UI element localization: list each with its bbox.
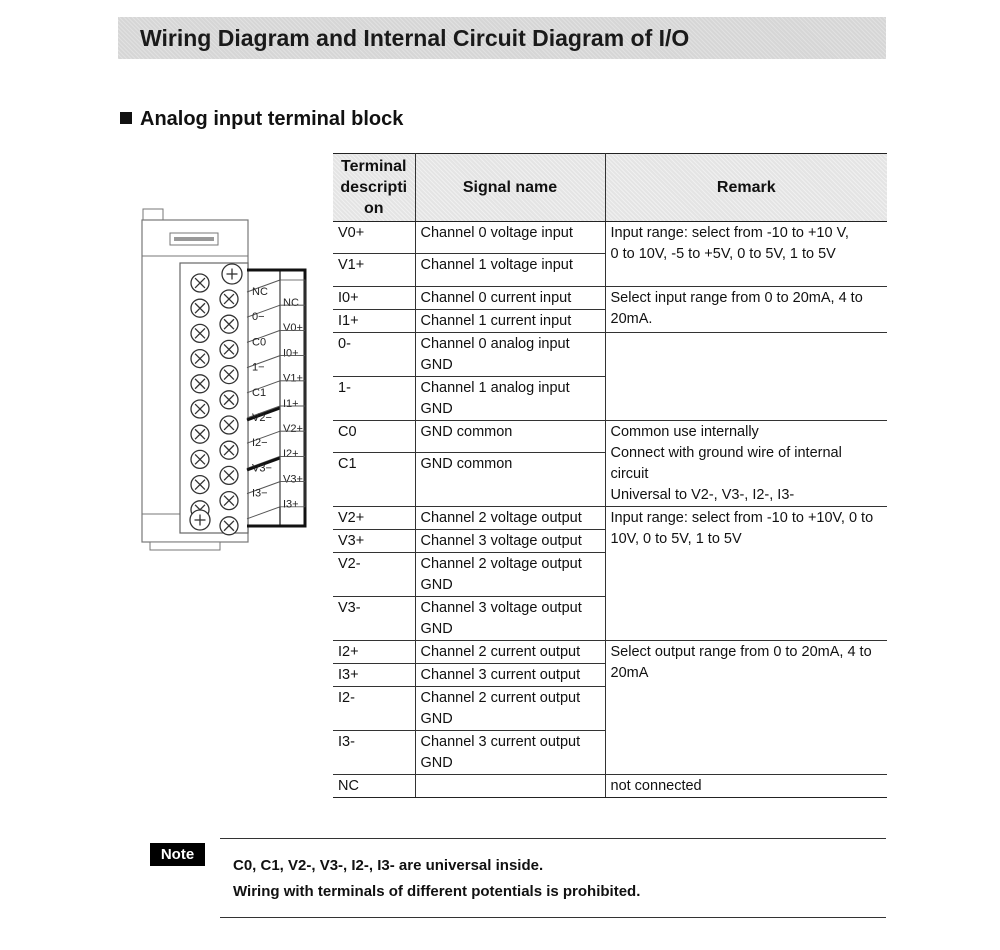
terminal-screw-icon xyxy=(191,476,209,494)
signal-cell: Channel 3 current output xyxy=(415,664,605,687)
remark-cell: not connected xyxy=(605,775,887,798)
terminal-cell: V1+ xyxy=(333,254,415,287)
terminal-cell: V3+ xyxy=(333,530,415,553)
table-row xyxy=(333,222,887,254)
terminal-label-right: I3+ xyxy=(283,498,299,511)
terminal-cell: C1 xyxy=(333,453,415,507)
terminal-cell: V2+ xyxy=(333,507,415,530)
signal-cell: Channel 3 voltage output GND xyxy=(415,597,605,641)
terminal-label-left: V3− xyxy=(252,462,272,475)
terminal-screw-icon xyxy=(220,416,238,434)
remark-cell: Common use internally Connect with ground wire of internal circuit Universal to V2-, V3-, I2-, I3- xyxy=(605,421,887,507)
terminal-label-left: C0 xyxy=(252,336,267,349)
terminal-screw-icon xyxy=(220,290,238,308)
terminal-screw-icon xyxy=(191,350,209,368)
terminal-screw-icon xyxy=(220,366,238,384)
module-foot xyxy=(150,542,220,550)
terminal-cell: I3- xyxy=(333,731,415,775)
signal-cell: GND common xyxy=(415,421,605,453)
terminal-screw-icon xyxy=(191,375,209,393)
signal-cell: Channel 2 voltage output GND xyxy=(415,553,605,597)
terminal-cell: C0 xyxy=(333,421,415,453)
terminal-cell: V3- xyxy=(333,597,415,641)
terminal-screw-icon xyxy=(191,299,209,317)
terminal-label-right: I2+ xyxy=(283,448,299,461)
module-top-tab xyxy=(143,209,163,221)
ground-screw-icon xyxy=(222,264,242,284)
terminal-cell: I2- xyxy=(333,687,415,731)
left-terminal-labels xyxy=(247,280,280,519)
terminal-cell: V2- xyxy=(333,553,415,597)
header-signal: Signal name xyxy=(415,154,605,222)
terminal-cell: V0+ xyxy=(333,222,415,254)
square-bullet-icon xyxy=(120,112,132,124)
terminal-label-left: 1− xyxy=(252,361,265,374)
remark-cell: Select input range from 0 to 20mA, 4 to 20mA. xyxy=(605,287,887,333)
terminal-block-diagram xyxy=(140,208,310,554)
signal-cell: Channel 2 current output GND xyxy=(415,687,605,731)
terminal-screw-icon xyxy=(220,492,238,510)
terminal-screw-icon xyxy=(220,391,238,409)
terminal-label-right: V2+ xyxy=(283,423,303,435)
terminal-screw-icon xyxy=(191,400,209,418)
signal-cell: Channel 0 current input xyxy=(415,287,605,310)
terminal-label-left: NC xyxy=(252,286,268,298)
terminal-cell: I2+ xyxy=(333,641,415,664)
terminal-label-left: 0− xyxy=(252,311,265,324)
signal-cell: Channel 0 voltage input xyxy=(415,222,605,254)
signal-cell: Channel 3 current output GND xyxy=(415,731,605,775)
terminal-label-right: V3+ xyxy=(283,473,303,486)
signal-cell: Channel 0 analog input GND xyxy=(415,333,605,377)
ground-screw-icon xyxy=(190,510,210,530)
table-row xyxy=(333,641,887,664)
signal-cell xyxy=(415,775,605,798)
terminal-label-right: NC xyxy=(283,297,299,309)
signal-cell: GND common xyxy=(415,453,605,507)
terminal-screw-icon xyxy=(220,315,238,333)
section-title: Analog input terminal block xyxy=(140,108,404,130)
remark-cell: Input range: select from -10 to +10V, 0 to 10V, 0 to 5V, 1 to 5V xyxy=(605,507,887,641)
terminal-screw-icon xyxy=(220,441,238,459)
terminal-screw-icon xyxy=(191,324,209,342)
header-terminal: Terminal descripti on xyxy=(333,154,415,222)
terminal-cell: 1- xyxy=(333,377,415,421)
table-row xyxy=(333,775,887,798)
signal-cell: Channel 1 voltage input xyxy=(415,254,605,287)
table-header-row xyxy=(333,154,887,222)
terminal-table xyxy=(333,153,887,798)
terminal-screw-icon xyxy=(191,450,209,468)
terminal-screw-icon xyxy=(191,274,209,292)
remark-cell: Select output range from 0 to 20mA, 4 to 20mA xyxy=(605,641,887,775)
note-box xyxy=(220,838,886,918)
terminal-screw-icon xyxy=(220,466,238,484)
terminal-cell: I1+ xyxy=(333,310,415,333)
terminal-label-left: V2− xyxy=(252,412,272,424)
terminal-screw-icon xyxy=(220,517,238,535)
signal-cell: Channel 2 voltage output xyxy=(415,507,605,530)
terminal-label-right: I0+ xyxy=(283,347,299,360)
table-row xyxy=(333,507,887,530)
signal-cell: Channel 2 current output xyxy=(415,641,605,664)
terminal-cell: I3+ xyxy=(333,664,415,687)
signal-cell: Channel 1 analog input GND xyxy=(415,377,605,421)
terminal-cell: I0+ xyxy=(333,287,415,310)
remark-cell: Input range: select from -10 to +10 V, 0 to 10V, -5 to +5V, 0 to 5V, 1 to 5V xyxy=(605,222,887,287)
note-line: C0, C1, V2-, V3-, I2-, I3- are universal inside. xyxy=(233,857,544,874)
terminal-label-right: V1+ xyxy=(283,372,303,385)
terminal-cell: NC xyxy=(333,775,415,798)
terminal-label-right: V0+ xyxy=(283,322,303,335)
page-title: Wiring Diagram and Internal Circuit Diagram of I/O xyxy=(118,17,886,59)
terminal-label-right: I1+ xyxy=(283,397,299,410)
terminal-label-left: C1 xyxy=(252,386,267,399)
table-row xyxy=(333,421,887,453)
signal-cell: Channel 1 current input xyxy=(415,310,605,333)
remark-cell-empty xyxy=(605,333,887,421)
header-remark: Remark xyxy=(605,154,887,222)
table-row xyxy=(333,287,887,310)
right-terminal-labels xyxy=(280,270,305,526)
terminal-label-left: I2− xyxy=(252,437,268,450)
table-row xyxy=(333,333,887,377)
note-badge: Note xyxy=(150,843,205,866)
terminal-cell: 0- xyxy=(333,333,415,377)
terminal-label-left: I3− xyxy=(252,487,268,500)
terminal-screw-icon xyxy=(220,340,238,358)
section-heading xyxy=(120,107,403,131)
note-line: Wiring with terminals of different potentials is prohibited. xyxy=(233,883,641,900)
signal-cell: Channel 3 voltage output xyxy=(415,530,605,553)
terminal-screw-icon xyxy=(191,425,209,443)
